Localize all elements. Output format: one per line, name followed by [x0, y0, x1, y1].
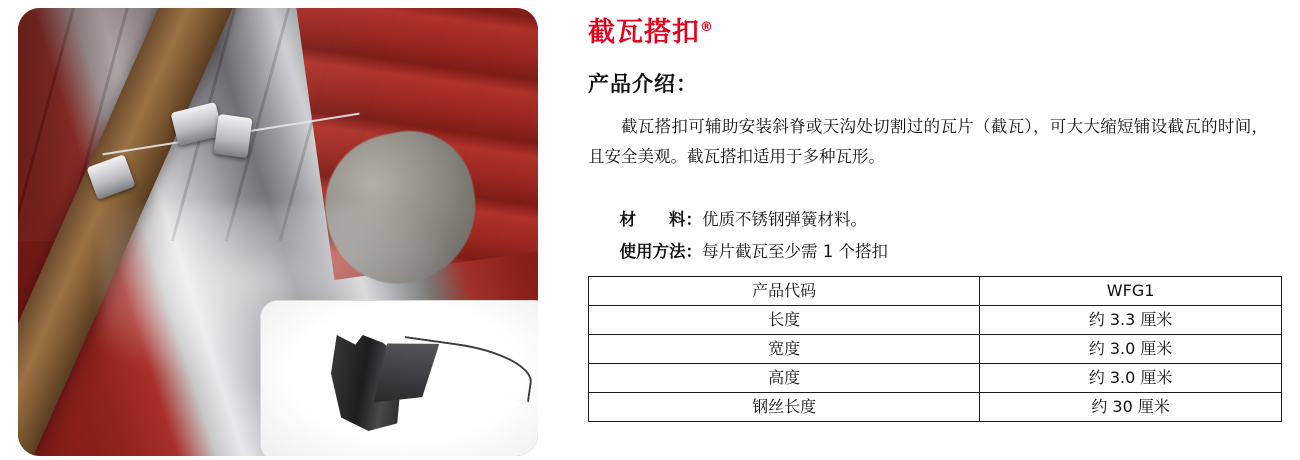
table-cell-value: 约 3.0 厘米 [980, 335, 1282, 364]
page-title [588, 10, 714, 49]
table-row [589, 306, 1282, 335]
spec-usage-value: 每片截瓦至少需 1 个搭扣 [701, 242, 888, 261]
table-cell-name: 产品代码 [589, 277, 980, 306]
inset-product-photo [260, 300, 538, 456]
section-heading-intro: 产品介绍： [588, 72, 698, 96]
table-cell-value: 约 3.0 厘米 [980, 364, 1282, 393]
table-cell-name: 长度 [589, 306, 980, 335]
table-row [589, 364, 1282, 393]
table-row [589, 277, 1282, 306]
main-product-photo [18, 8, 538, 456]
table-cell-name: 高度 [589, 364, 980, 393]
table-cell-value: 约 3.3 厘米 [980, 306, 1282, 335]
spec-usage-label: 使用方法： [619, 242, 702, 261]
spec-table [588, 276, 1282, 422]
table-row [589, 393, 1282, 422]
intro-paragraph: 截瓦搭扣可辅助安装斜脊或天沟处切割过的瓦片（截瓦），可大大缩短铺设截瓦的时间，且安全美观。截瓦搭扣适用于多种瓦形。 [588, 117, 1268, 166]
table-cell-name: 宽度 [589, 335, 980, 364]
spec-material-label: 材 料： [619, 210, 702, 229]
registered-trademark-icon: ® [700, 20, 714, 35]
table-cell-value: WFG1 [980, 277, 1282, 306]
clip-icon [213, 113, 252, 157]
product-info-panel [588, 0, 1288, 460]
table-cell-value: 约 30 厘米 [980, 393, 1282, 422]
table-cell-name: 钢丝长度 [589, 393, 980, 422]
product-title-text: 截瓦搭扣 [588, 17, 700, 48]
spec-material-value: 优质不锈钢弹簧材料。 [701, 210, 867, 229]
table-row [589, 335, 1282, 364]
